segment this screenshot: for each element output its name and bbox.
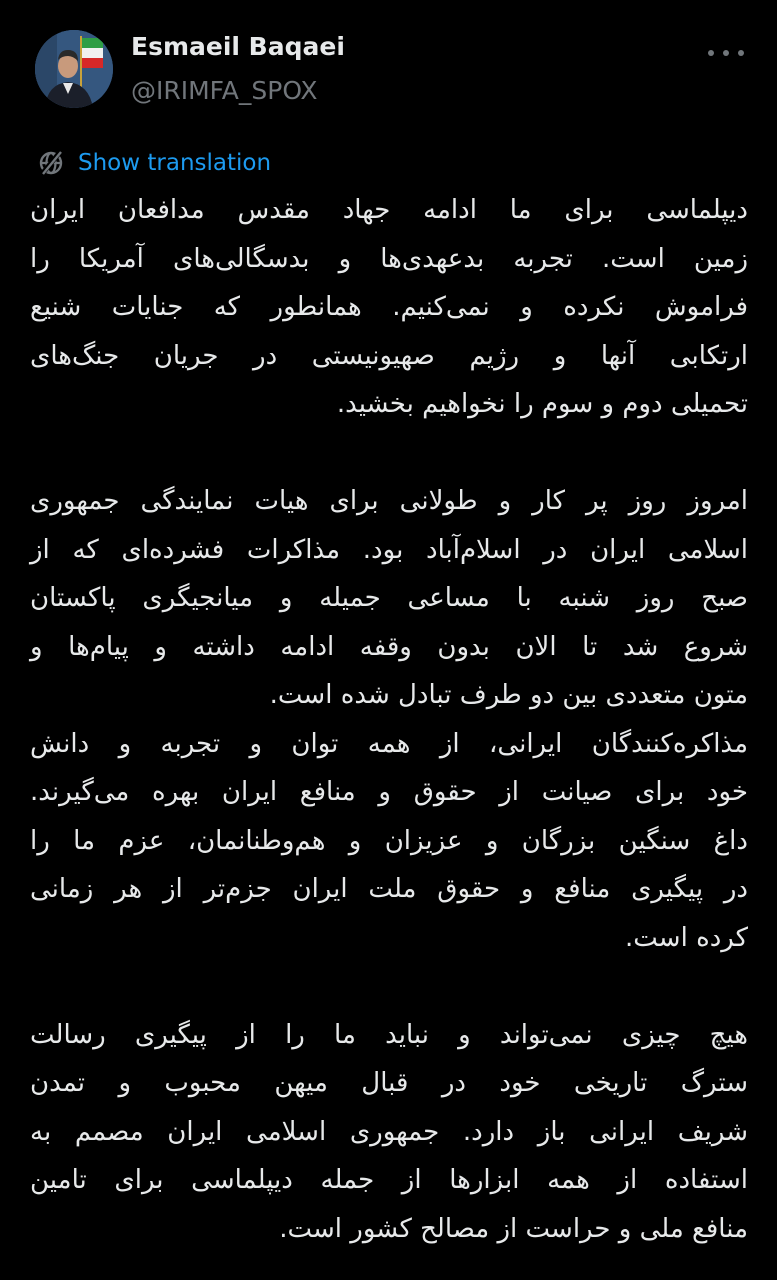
text-line: تحمیلی دوم و سوم را نخواهیم بخشید. [336, 389, 748, 419]
author-handle[interactable]: @IRIMFA_SPOX [131, 76, 318, 105]
text-line: فراموش نکرده و نمی‌کنیم. همانطور که جنایات شنیع [30, 292, 748, 322]
text-line: صبح روز شنبه با مساعی جمیله و میانجیگری پاکستان [30, 583, 748, 613]
text-line: مذاکره‌کنندگان ایرانی، از همه توان و تجربه و دانش [30, 728, 748, 759]
text-line: هیچ چیزی نمی‌تواند و نباید ما را از پیگیری رسالت [30, 1019, 748, 1050]
text-line: سترگ تاریخی خود در قبال میهن محبوب و تمدن [30, 1068, 748, 1098]
more-dot [723, 50, 729, 56]
text-line: داغ سنگین بزرگان و عزیزان و هم‌وطنانمان، عزم ما را [30, 825, 748, 856]
text-line: دیپلماسی برای ما ادامه جهاد مقدس مدافعان ایران [30, 195, 748, 225]
text-line: شروع شد تا الان بدون وقفه ادامه داشته و پیام‌ها و [30, 631, 748, 662]
tweet-paragraph [30, 1011, 748, 1254]
avatar[interactable] [35, 30, 113, 108]
show-translation-link[interactable] [35, 146, 271, 180]
tweet-header [0, 0, 777, 140]
text-line: اسلامی ایران در اسلام‌آباد بود. مذاکرات فشرده‌ای که از [30, 534, 748, 565]
tweet-text [30, 186, 748, 1253]
author-name[interactable]: Esmaeil Baqaei [131, 32, 345, 61]
text-line: ارتکابی آنها و رژیم صهیونیستی در جریان جنگ‌های [30, 340, 748, 371]
tweet-paragraph [30, 477, 748, 962]
more-dot [738, 50, 744, 56]
more-dot [708, 50, 714, 56]
more-options-button[interactable] [706, 40, 746, 66]
text-line: استفاده از همه ابزارها از جمله دیپلماسی برای تامین [30, 1165, 748, 1195]
text-line: زمین است. تجربه بدعهدی‌ها و بدسگالی‌های آمریکا را [30, 243, 748, 274]
paragraph-gap [30, 429, 748, 478]
text-line: منافع ملی و حراست از مصالح کشور است. [279, 1213, 748, 1244]
text-line: امروز روز پر کار و طولانی برای هیات نمایندگی جمهوری [30, 486, 748, 516]
paragraph-gap [30, 962, 748, 1011]
text-line: کرده است. [625, 922, 748, 953]
avatar-image [35, 30, 113, 108]
text-line: خود برای صیانت از حقوق و منافع ایران بهره می‌گیرند. [30, 777, 748, 807]
show-translation-label: Show translation [78, 150, 272, 176]
text-line: شریف ایرانی باز دارد. جمهوری اسلامی ایران مصمم به [30, 1116, 748, 1147]
tweet-paragraph [30, 186, 748, 429]
text-line: در پیگیری منافع و حقوق ملت ایران جزم‌تر از هر زمانی [30, 874, 748, 904]
globe-translate-icon [35, 147, 67, 179]
text-line: متون متعددی بین دو طرف تبادل شده است. [269, 680, 748, 710]
